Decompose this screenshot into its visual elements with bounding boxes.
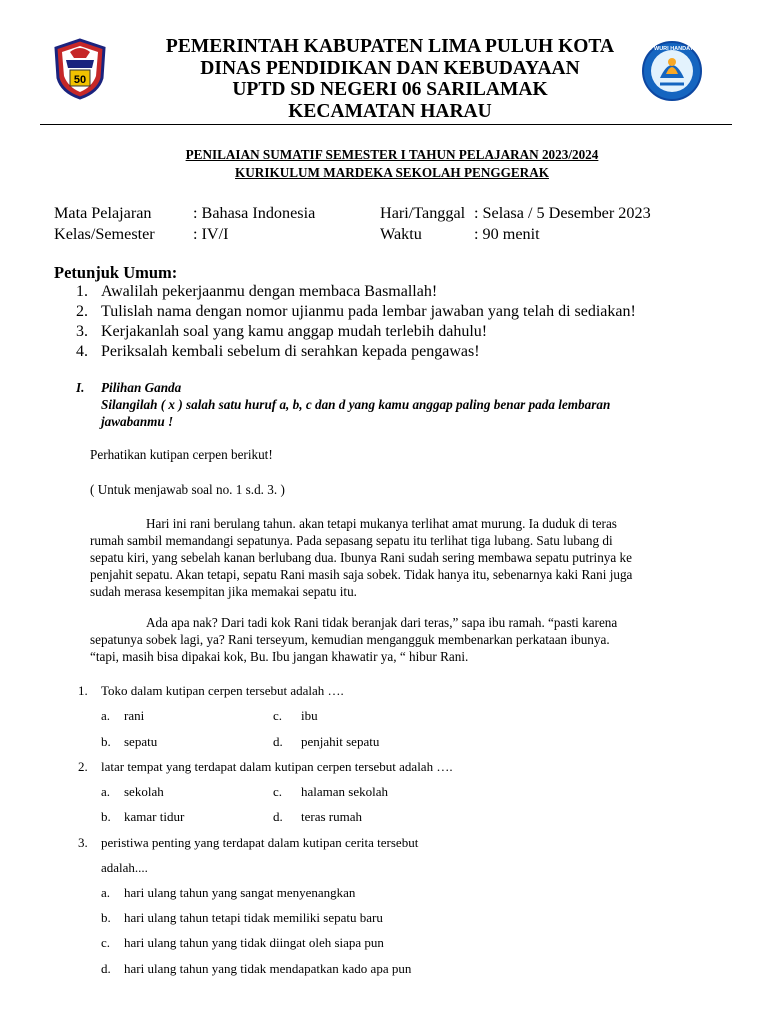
- section-numeral: I.: [76, 380, 85, 395]
- day-date-value: : Selasa / 5 Desember 2023: [474, 204, 651, 222]
- section-instruction-line-2: jawabanmu !: [101, 414, 174, 429]
- instruction-item: 1. Awalilah pekerjaanmu dengan membaca Basmallah!: [76, 283, 438, 300]
- svg-text:TUT WURI HANDAYANI: TUT WURI HANDAYANI: [641, 46, 703, 52]
- passage-intro: Perhatikan kutipan cerpen berikut!: [90, 447, 273, 462]
- question-number: 3.: [78, 835, 88, 850]
- option-letter: b.: [101, 910, 111, 925]
- instruction-item: 3. Kerjakanlah soal yang kamu anggap mudah terlebih dahulu!: [76, 323, 488, 340]
- question-number: 1.: [78, 683, 88, 698]
- passage-p1-line: rumah sambil memandangi sepatunya. Pada sepasang sepatu itu terlihat tiga lubang. Satu lubang di: [90, 533, 613, 548]
- option-letter: c.: [273, 708, 283, 723]
- instructions-list: [76, 282, 636, 362]
- option-text: hari ulang tahun yang tidak mendapatkan kado apa pun: [124, 961, 412, 976]
- time-value: : 90 menit: [474, 225, 540, 243]
- option-letter: c.: [273, 784, 283, 799]
- passage-p1-line: sepatu kiri, yang sebelah kanan berlubang dua. Ibunya Rani sudah sering membawa sepatu putrinya ke: [90, 550, 632, 565]
- option-letter: a.: [101, 885, 111, 900]
- instruction-item: 4. Periksalah kembali sebelum di serahkan kepada pengawas!: [76, 343, 480, 360]
- option-text: ibu: [301, 708, 318, 723]
- option-text: teras rumah: [301, 809, 363, 824]
- option-text: sekolah: [124, 784, 164, 799]
- option-letter: b.: [101, 734, 111, 749]
- question-number: 2.: [78, 759, 88, 774]
- header-line-office: DINAS PENDIDIKAN DAN KEBUDAYAAN: [200, 57, 580, 79]
- option-letter: b.: [101, 809, 111, 824]
- tut-wuri-handayani-logo: [640, 40, 704, 102]
- option-letter: d.: [101, 961, 111, 976]
- passage-range: ( Untuk menjawab soal no. 1 s.d. 3. ): [90, 482, 285, 497]
- header-line-school: UPTD SD NEGERI 06 SARILAMAK: [232, 79, 548, 100]
- option-text: penjahit sepatu: [301, 734, 380, 749]
- header-line-district: KECAMATAN HARAU: [288, 100, 492, 122]
- class-value: : IV/I: [193, 225, 229, 243]
- header-divider: [40, 124, 732, 125]
- day-date-label: Hari/Tanggal: [380, 204, 466, 222]
- option-text: kamar tidur: [124, 809, 185, 824]
- institution-header: [100, 36, 680, 122]
- option-text: hari ulang tahun yang sangat menyenangkan: [124, 885, 356, 900]
- option-letter: c.: [101, 935, 111, 950]
- subject-label: Mata Pelajaran: [54, 204, 152, 222]
- option-text: rani: [124, 708, 145, 723]
- question-text: peristiwa penting yang terdapat dalam kutipan cerita tersebut: [101, 835, 419, 850]
- class-label: Kelas/Semester: [54, 225, 155, 243]
- instructions-heading: Petunjuk Umum:: [54, 263, 178, 282]
- section-instruction-line-1: Silangilah ( x ) salah satu huruf a, b, c dan d yang kamu anggap paling benar pada lembaran: [101, 397, 611, 412]
- option-text: hari ulang tahun yang tidak diingat oleh siapa pun: [124, 935, 384, 950]
- left-logo-number: 50: [73, 74, 87, 86]
- passage-p2-line: “tapi, masih bisa dipakai kok, Bu. Ibu jangan khawatir ya, “ hibur Rani.: [90, 649, 469, 664]
- passage-p1-line: Hari ini rani berulang tahun. akan tetapi mukanya terlihat amat murung. Ia duduk di teras: [146, 516, 617, 531]
- question-text: Toko dalam kutipan cerpen tersebut adalah ….: [101, 683, 344, 698]
- exam-title: [100, 146, 684, 182]
- passage-p2-line: sepatunya sobek lagi, ya? Rani terseyum, kemudian mengangguk membenarkan perkataan ibunya.: [90, 632, 610, 647]
- option-letter: d.: [273, 734, 283, 749]
- question-text: latar tempat yang terdapat dalam kutipan cerpen tersebut adalah ….: [101, 759, 453, 774]
- subject-value: : Bahasa Indonesia: [193, 204, 316, 222]
- section-title: Pilihan Ganda: [101, 380, 182, 395]
- instruction-item: 2. Tulislah nama dengan nomor ujianmu pada lembar jawaban yang telah di sediakan!: [76, 303, 636, 320]
- passage-p1-line: sudah merasa kesempitan jika memakai sepatu itu.: [90, 584, 357, 599]
- option-letter: a.: [101, 784, 111, 799]
- passage-p1-line: penjahit sepatu. Akan tetapi, sepatu Rani masih saja sobek. Tidak hanya itu, sebenarnya kaki Rani juga: [90, 567, 633, 582]
- question-text-continued: adalah....: [101, 860, 148, 875]
- option-letter: d.: [273, 809, 283, 824]
- header-line-government: PEMERINTAH KABUPATEN LIMA PULUH KOTA: [165, 36, 615, 57]
- exam-title-line-1: PENILAIAN SUMATIF SEMESTER I TAHUN PELAJARAN 2023/2024: [185, 147, 599, 162]
- option-text: sepatu: [124, 734, 158, 749]
- time-label: Waktu: [380, 225, 422, 243]
- option-text: halaman sekolah: [301, 784, 388, 799]
- passage-p2-line: Ada apa nak? Dari tadi kok Rani tidak beranjak dari teras,” sapa ibu ramah. “pasti karena: [146, 615, 618, 630]
- exam-title-line-2: KURIKULUM MARDEKA SEKOLAH PENGGERAK: [235, 165, 549, 180]
- option-letter: a.: [101, 708, 111, 723]
- option-text: hari ulang tahun tetapi tidak memiliki sepatu baru: [124, 910, 383, 925]
